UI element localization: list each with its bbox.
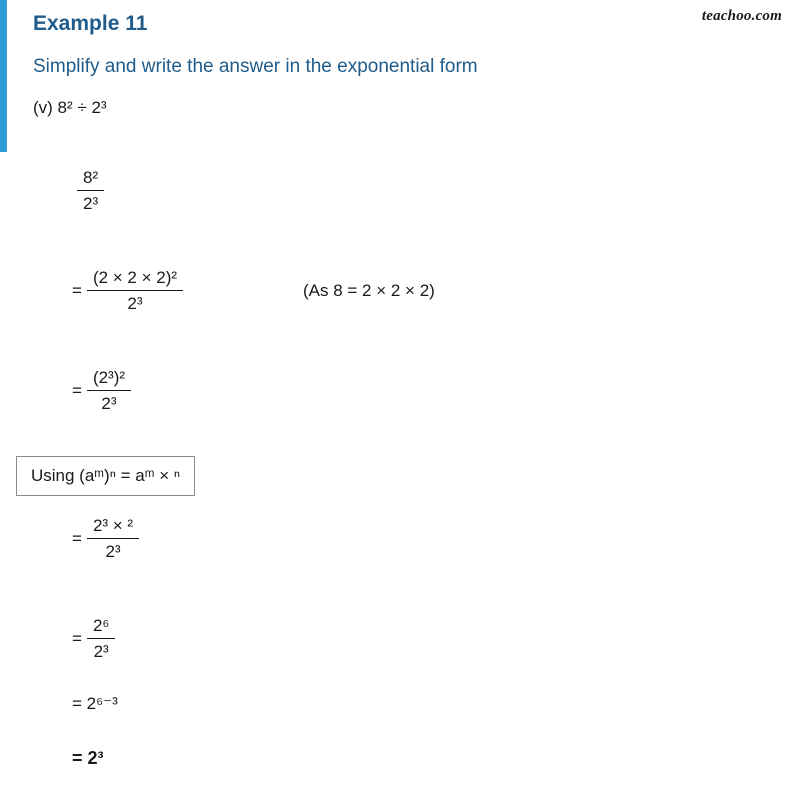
question-text: (v) 8² ÷ 2³: [33, 98, 107, 117]
step-4-equals: =: [72, 529, 82, 548]
site-watermark: teachoo.com: [701, 8, 782, 24]
solution-step-2: [72, 268, 183, 314]
step-2-fraction: [87, 268, 183, 314]
step-3-denominator: 2³: [101, 394, 117, 413]
step-1-denominator: 2³: [83, 194, 99, 213]
step-2-denominator: 2³: [127, 294, 143, 313]
solution-step-4: [72, 516, 139, 562]
page-title: Example 11: [33, 12, 148, 35]
step-1-fraction: [77, 168, 104, 214]
step-4-denominator: 2³: [105, 542, 121, 561]
step-3-fraction: [87, 368, 131, 414]
step-2-numerator: (2 × 2 × 2)²: [87, 268, 183, 291]
instruction-text: Simplify and write the answer in the exponential form: [33, 56, 478, 77]
solution-step-1: [72, 168, 104, 214]
formula-box: Using (aᵐ)ⁿ = aᵐ × ⁿ: [16, 456, 195, 496]
step-5-numerator: 2⁶: [87, 616, 115, 639]
step-5-equals: =: [72, 629, 82, 648]
solution-step-6: = 2⁶⁻³: [72, 694, 118, 713]
step-5-fraction: [87, 616, 115, 662]
step-4-fraction: [87, 516, 139, 562]
final-answer: = 2³: [72, 748, 104, 768]
solution-step-5: [72, 616, 115, 662]
accent-bar: [0, 0, 7, 152]
step-3-numerator: (2³)²: [87, 368, 131, 391]
step-3-equals: =: [72, 381, 82, 400]
step-2-equals: =: [72, 281, 82, 300]
step-4-numerator: 2³ × ²: [87, 516, 139, 539]
step-5-denominator: 2³: [93, 642, 109, 661]
step-2-annotation: (As 8 = 2 × 2 × 2): [303, 281, 435, 300]
step-1-numerator: 8²: [77, 168, 104, 191]
solution-step-3: [72, 368, 131, 414]
